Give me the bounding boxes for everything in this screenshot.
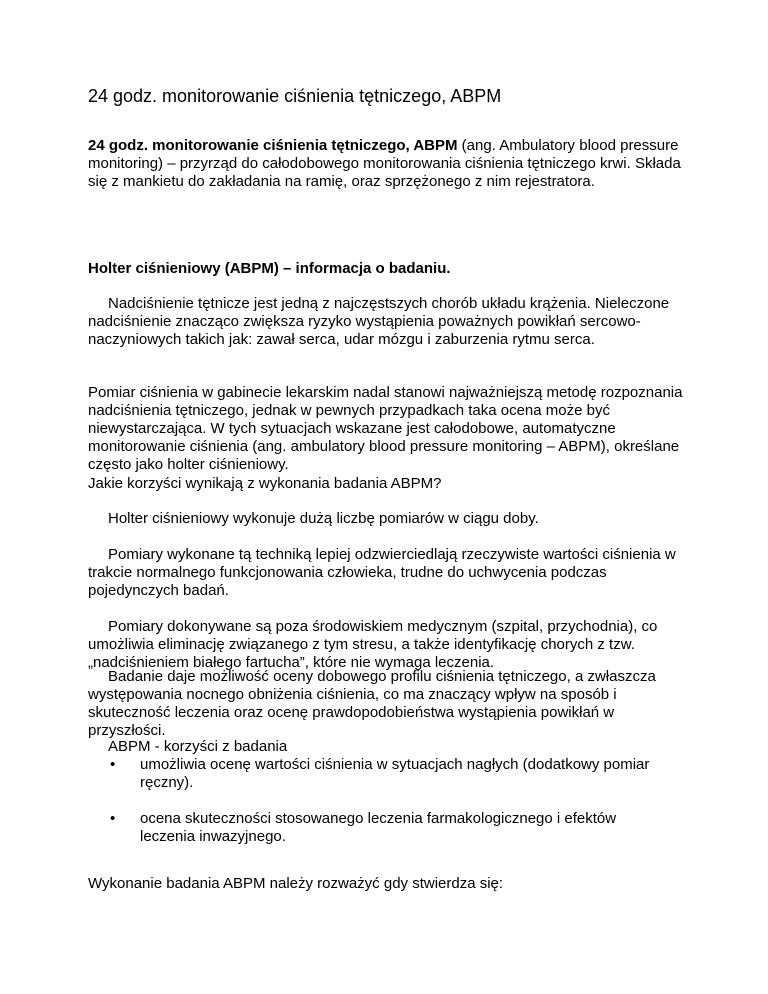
list-item-text: umożliwia ocenę wartości ciśnienia w sytuacjach nagłych (dodatkowy pomiar ręczny). — [140, 756, 650, 791]
intro-bold-term: 24 godz. monitorowanie ciśnienia tętniczego, ABPM — [88, 137, 458, 154]
bullet-icon: • — [110, 756, 116, 773]
benefits-list-continued — [108, 810, 668, 846]
paragraph-hypertension: Nadciśnienie tętnicze jest jedną z najczęstszych chorób układu krążenia. Nieleczone nadciśnienie znacząco zwiększa ryzyko wystąpienia poważnych powikłań sercowo-naczyniowych takich jak: zawał serca, udar mózgu i zaburzenia rytmu serca. — [88, 295, 670, 348]
bullet-icon: • — [110, 810, 116, 827]
question-heading: Jakie korzyści wynikają z wykonania badania ABPM? — [88, 475, 442, 492]
benefits-list — [108, 756, 668, 792]
list-item — [108, 756, 668, 792]
page-title: 24 godz. monitorowanie ciśnienia tętniczego, ABPM — [88, 86, 502, 106]
intro-text: (ang. Ambulatory blood pressure monitoring) – przyrząd do całodobowego monitorowania ciśnienia tętniczego krwi. Składa się z mankietu do zakładania na ramię, oraz sprzężonego z nim rejestratora. — [88, 137, 681, 190]
section-heading: Holter ciśnieniowy (ABPM) – informacja o badaniu. — [88, 260, 451, 277]
list-item — [108, 810, 668, 846]
paragraph-outside-clinic: Pomiary dokonywane są poza środowiskiem medycznym (szpital, przychodnia), co umożliwia eliminację związanego z tym stresu, a także identyfikację chorych z tzw. „nadciśnieniem białego fartucha”, które nie wymaga leczenia. — [88, 618, 658, 671]
list-title: ABPM - korzyści z badania — [108, 738, 288, 755]
intro-paragraph — [88, 137, 688, 191]
paragraph-real-values: Pomiary wykonane tą techniką lepiej odzwierciedlają rzeczywiste wartości ciśnienia w trakcie normalnego funkcjonowania człowieka, trudne do uchwycenia podczas pojedynczych badań. — [88, 546, 676, 599]
paragraph-measurements-count: Holter ciśnieniowy wykonuje dużą liczbę pomiarów w ciągu doby. — [108, 510, 539, 527]
paragraph-office-measurement: Pomiar ciśnienia w gabinecie lekarskim nadal stanowi najważniejszą metodę rozpoznania nadciśnienia tętniczego, jednak w pewnych przypadkach taka ocena może być niewystarczająca. W tych sytuacjach wskazane jest całodobowe, automatyczne monitorowanie ciśnienia (ang. ambulatory blood pressure monitoring – ABPM), określane często jako holter ciśnieniowy. — [88, 384, 683, 473]
closing-paragraph: Wykonanie badania ABPM należy rozważyć gdy stwierdza się: — [88, 875, 504, 892]
list-item-text: ocena skuteczności stosowanego leczenia farmakologicznego i efektów leczenia inwazyjnego. — [140, 810, 617, 845]
paragraph-daily-profile: Badanie daje możliwość oceny dobowego profilu ciśnienia tętniczego, a zwłaszcza występowania nocnego obniżenia ciśnienia, co ma znaczący wpływ na sposób i skuteczność leczenia oraz ocenę prawdopodobieństwa wystąpienia powikłań w przyszłości. — [88, 668, 656, 739]
